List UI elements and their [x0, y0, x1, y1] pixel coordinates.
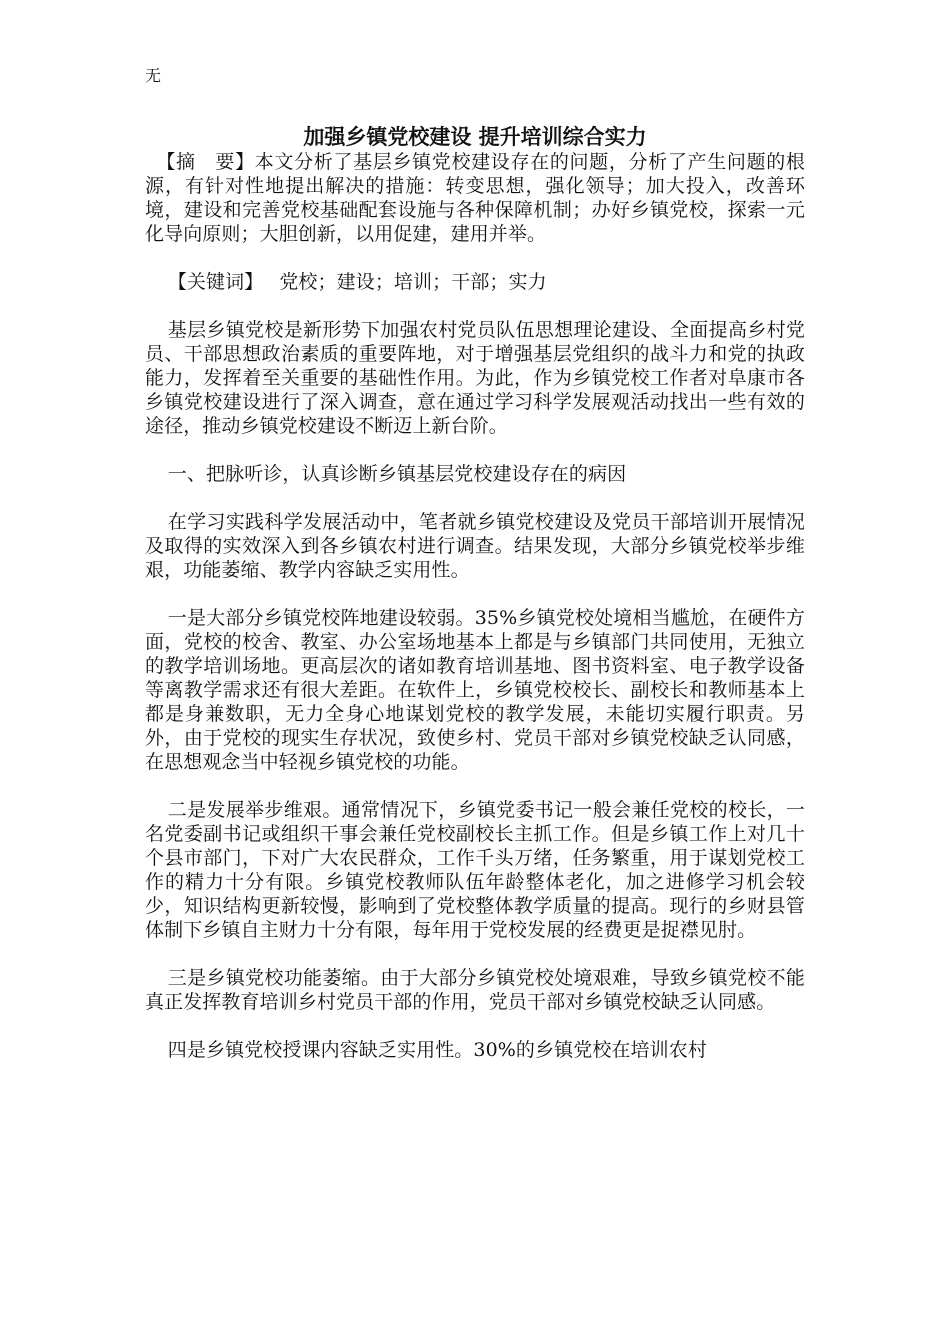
document-title: 加强乡镇党校建设 提升培训综合实力 [303, 124, 647, 149]
abstract-label: 【摘 要】 [156, 151, 255, 173]
body-paragraph-4: 二是发展举步维艰。通常情况下，乡镇党委书记一般会兼任党校的校长，一名党委副书记或组织干事会兼任党校副校长主抓工作。但是乡镇工作上对几十个县市部门，下对广大农民群众，工作千头万绪，任务繁重，用于谋划党校工作的精力十分有限。乡镇党校教师队伍年龄整体老化，加之进修学习机会较少，知识结构更新较慢，影响到了党校整体教学质量的提高。现行的乡财县管体制下乡镇自主财力十分有限，每年用于党校发展的经费更是捉襟见肘。 [145, 799, 805, 941]
body-paragraph-5: 三是乡镇党校功能萎缩。由于大部分乡镇党校处境艰难，导致乡镇党校不能真正发挥教育培训乡村党员干部的作用，党员干部对乡镇党校缺乏认同感。 [145, 967, 805, 1013]
header-mark: 无 [145, 66, 162, 85]
abstract-paragraph [145, 150, 805, 246]
document-body [145, 150, 805, 1086]
keywords-paragraph [145, 270, 805, 294]
keywords-label: 【关键词】 [167, 271, 264, 293]
body-paragraph-2: 在学习实践科学发展活动中，笔者就乡镇党校建设及党员干部培训开展情况及取得的实效深入到各乡镇农村进行调查。结果发现，大部分乡镇党校举步维艰，功能萎缩、教学内容缺乏实用性。 [145, 511, 805, 581]
keywords-text: 党校；建设；培训；干部；实力 [279, 271, 547, 293]
body-paragraph-1: 基层乡镇党校是新形势下加强农村党员队伍思想理论建设、全面提高乡村党员、干部思想政治素质的重要阵地，对于增强基层党组织的战斗力和党的执政能力，发挥着至关重要的基础性作用。为此，作为乡镇党校工作者对阜康市各乡镇党校建设进行了深入调查，意在通过学习科学发展观活动找出一些有效的途径，推动乡镇党校建设不断迈上新台阶。 [145, 319, 805, 437]
body-paragraph-6: 四是乡镇党校授课内容缺乏实用性。30%的乡镇党校在培训农村 [167, 1039, 707, 1061]
body-paragraph-3: 一是大部分乡镇党校阵地建设较弱。35%乡镇党校处境相当尴尬，在硬件方面，党校的校舍、教室、办公室场地基本上都是与乡镇部门共同使用，无独立的教学培训场地。更高层次的诸如教育培训基地、图书资料室、电子教学设备等离教学需求还有很大差距。在软件上，乡镇党校校长、副校长和教师基本上都是身兼数职，无力全身心地谋划党校的教学发展，未能切实履行职责。另外，由于党校的现实生存状况，致使乡村、党员干部对乡镇党校缺乏认同感，在思想观念当中轻视乡镇党校的功能。 [145, 607, 805, 773]
section-heading-1: 一、把脉听诊，认真诊断乡镇基层党校建设存在的病因 [167, 463, 627, 485]
abstract-text: 本文分析了基层乡镇党校建设存在的问题，分析了产生问题的根源，有针对性地提出解决的措施：转变思想，强化领导；加大投入，改善环境，建设和完善党校基础配套设施与各种保障机制；办好乡镇党校，探索一元化导向原则；大胆创新，以用促建，建用并举。 [145, 151, 805, 245]
